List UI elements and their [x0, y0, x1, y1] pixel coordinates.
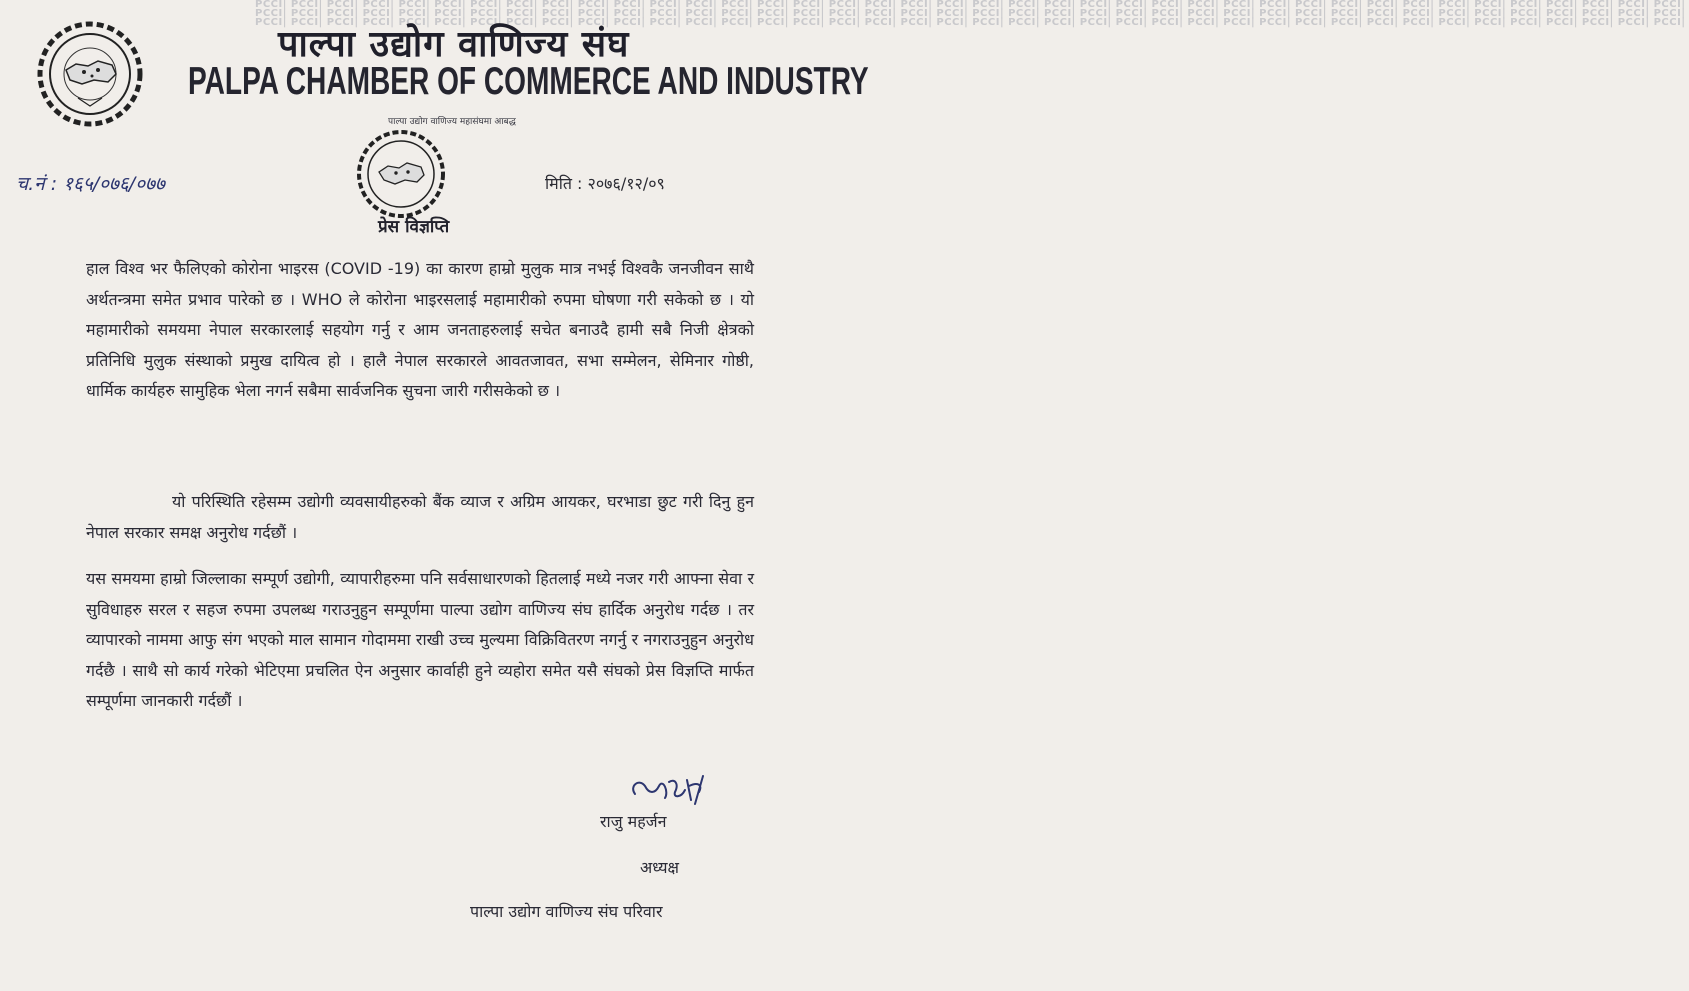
- signer-name: राजु महर्जन: [600, 812, 667, 831]
- body-paragraph-3: यस समयमा हाम्रो जिल्लाका सम्पूर्ण उद्योगी, व्यापारीहरुमा पनि सर्वसाधारणको हितलाई मध्ये नजर गरी आफ्ना सेवा र सुविधाहरु सरल र सहज रुपमा उपलब्ध गराउनुहुन सम्पूर्णमा पाल्पा उद्योग वाणिज्य संघ हार्दिक अनुरोध गर्दछ । तर व्यापारको नाममा आफु संग भएको माल सामान गोदाममा राखी उच्च मुल्यमा विक्रिवितरण नगर्नु र नगराउनुहुन अनुरोध गर्दछै । साथै सो कार्य गरेको भेटिएमा प्रचलित ऐन अनुसार कार्वाही हुने व्यहोरा समेत यसै संघको प्रेस विज्ञप्ति मार्फत सम्पूर्णमा जानकारी गर्दछौं ।: [86, 569, 754, 710]
- press-release-heading: प्रेस विज्ञप्ति: [378, 217, 450, 237]
- signer-position: अध्यक्ष: [640, 858, 679, 877]
- body-paragraph-2: यो परिस्थिति रहेसम्म उद्योगी व्यवसायीहरुको बैंक व्याज र अग्रिम आयकर, घरभाडा छुट गरी दिनु हुन नेपाल सरकार समक्ष अनुरोध गर्दछौं ।: [86, 492, 754, 542]
- motto-text: पाल्पा उद्योग वाणिज्य महासंघमा आबद्ध: [388, 117, 516, 127]
- chamber-seal-logo: [36, 20, 144, 128]
- stamp-seal-logo: [355, 128, 447, 220]
- handwritten-signature: [625, 764, 715, 814]
- date-label: मिति : २०७६/१२/०९: [545, 174, 665, 193]
- org-title-nepali: पाल्पा उद्योग वाणिज्य संघ: [278, 24, 630, 65]
- body-paragraph-1: हाल विश्व भर फैलिएको कोरोना भाइरस (COVID -19) का कारण हाम्रो मुलुक मात्र नभई विश्वकै जनजीवन साथै अर्थतन्त्रमा समेत प्रभाव पारेको छ । WHO ले कोरोना भाइरसलाई महामारीको रुपमा घोषणा गरी सकेको छ । यो महामारीको समयमा नेपाल सरकारलाई सहयोग गर्नु र आम जनताहरुलाई सचेत बनाउदै हामी सबै निजी क्षेत्रको प्रतिनिधि मुलुक संस्थाको प्रमुख दायित्व हो । हालै नेपाल सरकारले आवतजावत, सभा सम्मेलन, सेमिनार गोष्ठी, धार्मिक कार्यहरु सामुहिक भेला नगर्न सबैमा सार्वजनिक सुचना जारी गरीसकेको छ ।: [86, 259, 754, 400]
- org-title-english: PALPA CHAMBER OF COMMERCE AND INDUSTRY: [188, 60, 869, 103]
- watermark-pattern: PCCI| PCCI| PCCI| PCCI| PCCI| PCCI| PCCI| PCCI| PCCI| PCCI| PCCI| PCCI| PCCI| PCCI| PCCI| PCCI| PCCI| PCCI| PCCI| PCCI| PCCI| PCCI| PCCI| PCCI| PCCI| PCCI| PCCI| PCCI| PCCI| PCCI| PCCI| PCCI| PCCI| PCCI| PCCI| PCCI| PCCI| PCCI| PCCI| PCCI| PCCI| PCCI| PCCI| PCCI| PCCI| PCCI| PCCI| PCCI| PCCI| PCCI| PCCI| PCCI| PCCI| PCCI| PCCI| PCCI| PCCI| PCCI| PCCI| PCCI| PCCI| PCCI| PCCI| PCCI| PCCI| PCCI| PCCI| PCCI| PCCI| PCCI| PCCI| PCCI| PCCI| PCCI| PCCI| PCCI| PCCI| PCCI| PCCI| PCCI| PCCI| PCCI| PCCI| PCCI| PCCI| PCCI| PCCI| PCCI| PCCI| PCCI| PCCI| PCCI| PCCI| PCCI| PCCI| PCCI| PCCI| PCCI| PCCI| PCCI| PCCI| PCCI| PCCI| PCCI| PCCI| PCCI| PCCI| PCCI| PCCI| PCCI| PCCI| PCCI| PCCI| PCCI| PCCI| PCCI| PCCI| PCCI| PCCI| PCCI|: [255, 0, 1686, 28]
- reference-number: च.नं : १६५/०७६/०७७: [16, 173, 165, 195]
- organization-footer: पाल्पा उद्योग वाणिज्य संघ परिवार: [470, 902, 663, 921]
